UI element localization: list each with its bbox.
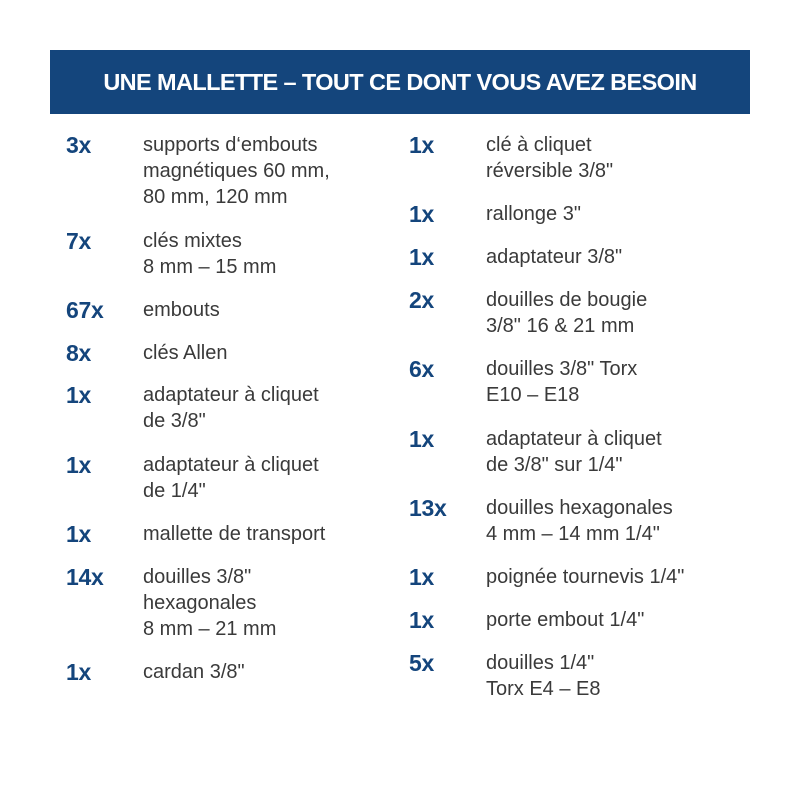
- item-description-line: Torx E4 – E8: [486, 678, 601, 700]
- item-quantity: 13x: [409, 495, 447, 521]
- item-quantity: 67x: [66, 297, 104, 323]
- item-description-line: adaptateur à cliquet: [143, 384, 319, 406]
- item-description: [486, 244, 751, 270]
- item-description-line: réversible 3/8": [486, 160, 614, 182]
- item-description-line: porte embout 1/4": [486, 609, 645, 631]
- item-quantity: 1x: [409, 132, 434, 158]
- item-quantity: 3x: [66, 132, 91, 158]
- item-description: [486, 201, 751, 227]
- item-description-line: 8 mm – 15 mm: [143, 256, 277, 278]
- item-quantity: 1x: [66, 521, 91, 547]
- item-description-line: 3/8" 16 & 21 mm: [486, 315, 635, 337]
- item-description: [486, 495, 751, 547]
- item-description-line: douilles hexagonales: [486, 497, 673, 519]
- item-quantity: 1x: [66, 452, 91, 478]
- item-description: [486, 132, 751, 184]
- item-description-line: douilles 3/8" Torx: [486, 358, 638, 380]
- item-quantity: 1x: [66, 382, 91, 408]
- item-description-line: magnétiques 60 mm,: [143, 160, 330, 182]
- item-quantity: 5x: [409, 650, 434, 676]
- item-description: [486, 356, 751, 408]
- item-description: [143, 132, 408, 210]
- header-banner: [50, 50, 750, 114]
- item-description-line: embouts: [143, 299, 220, 321]
- item-description: [486, 287, 751, 339]
- item-quantity: 1x: [409, 244, 434, 270]
- item-quantity: 1x: [409, 426, 434, 452]
- item-description: [143, 564, 408, 642]
- item-quantity: 1x: [409, 564, 434, 590]
- item-description-line: hexagonales: [143, 592, 257, 614]
- item-quantity: 1x: [409, 201, 434, 227]
- item-description-line: 80 mm, 120 mm: [143, 186, 288, 208]
- item-description: [486, 426, 751, 478]
- item-description: [486, 607, 751, 633]
- item-description: [486, 564, 751, 590]
- item-description-line: clés mixtes: [143, 230, 242, 252]
- item-description-line: cardan 3/8": [143, 661, 245, 683]
- item-description-line: clé à cliquet: [486, 134, 592, 156]
- item-description-line: poignée tournevis 1/4": [486, 566, 685, 588]
- item-quantity: 6x: [409, 356, 434, 382]
- item-description-line: mallette de transport: [143, 523, 326, 545]
- item-quantity: 7x: [66, 228, 91, 254]
- item-description-line: de 1/4": [143, 480, 206, 502]
- item-quantity: 8x: [66, 340, 91, 366]
- item-description-line: adaptateur 3/8": [486, 246, 623, 268]
- item-description-line: 8 mm – 21 mm: [143, 618, 277, 640]
- item-description-line: douilles 1/4": [486, 652, 595, 674]
- item-quantity: 2x: [409, 287, 434, 313]
- item-description-line: rallonge 3": [486, 203, 581, 225]
- item-description-line: E10 – E18: [486, 384, 580, 406]
- item-description-line: 4 mm – 14 mm 1/4": [486, 523, 660, 545]
- item-description-line: adaptateur à cliquet: [143, 454, 319, 476]
- item-quantity: 1x: [66, 659, 91, 685]
- item-description: [143, 340, 408, 366]
- item-description: [143, 382, 408, 434]
- item-description: [143, 228, 408, 280]
- item-description-line: douilles 3/8": [143, 566, 252, 588]
- item-quantity: 1x: [409, 607, 434, 633]
- item-description-line: de 3/8" sur 1/4": [486, 454, 623, 476]
- item-description-line: douilles de bougie: [486, 289, 648, 311]
- item-quantity: 14x: [66, 564, 104, 590]
- item-description-line: adaptateur à cliquet: [486, 428, 662, 450]
- item-description-line: de 3/8": [143, 410, 206, 432]
- banner-title: UNE MALLETTE – TOUT CE DONT VOUS AVEZ BESOIN: [103, 68, 697, 95]
- item-description: [143, 452, 408, 504]
- item-description-line: supports d‘embouts: [143, 134, 318, 156]
- item-description-line: clés Allen: [143, 342, 228, 364]
- item-description: [143, 521, 408, 547]
- item-description: [143, 659, 408, 685]
- item-description: [143, 297, 408, 323]
- item-description: [486, 650, 751, 702]
